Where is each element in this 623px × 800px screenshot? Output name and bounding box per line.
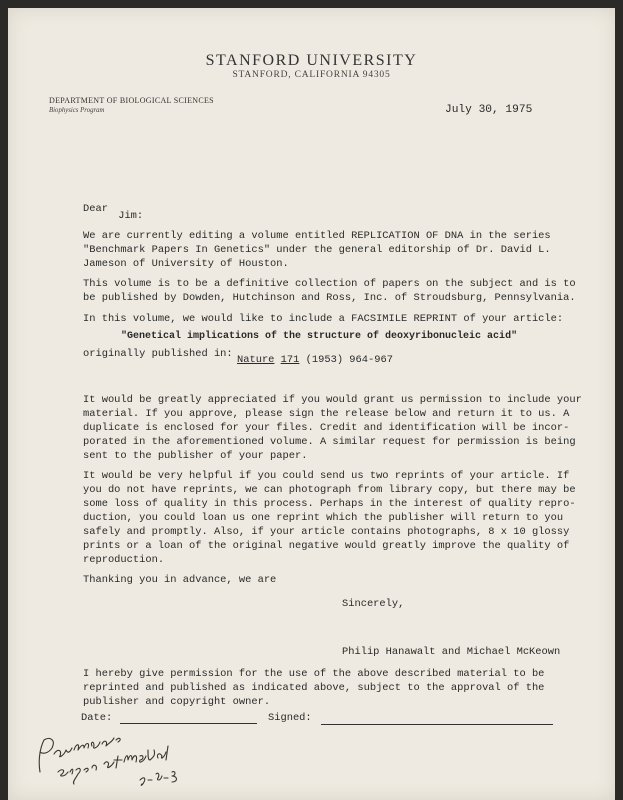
para4-line-3: duplicate is enclosed for your files. Credit and identification will be incor- — [83, 422, 570, 434]
para5-line-7: reproduction. — [83, 554, 165, 566]
salutation — [83, 203, 144, 222]
letter-page — [8, 8, 615, 800]
signers: Philip Hanawalt and Michael McKeown — [342, 646, 561, 658]
permission-line-2: reprinted and published as indicated above, subject to the approval of the — [83, 682, 545, 694]
para1-line-1: We are currently editing a volume entitled REPLICATION OF DNA in the series — [83, 230, 551, 242]
citation — [237, 354, 393, 366]
university-name: STANFORD UNIVERSITY — [205, 52, 418, 69]
thanks-line: Thanking you in advance, we are — [83, 574, 277, 586]
salutation-prefix: Dear — [83, 203, 108, 215]
para5-line-5: safely and promptly. Also, if your article contains photographs, 8 x 10 glossy — [83, 526, 570, 538]
permission-line-3: publisher and copyright owner. — [83, 696, 271, 708]
signed-signature-line — [321, 724, 553, 725]
signed-label: Signed: — [268, 712, 312, 724]
para5-line-3: some loss of quality in this process. Perhaps in the interest of quality repro- — [83, 498, 576, 510]
department-name: DEPARTMENT OF BIOLOGICAL SCIENCES — [49, 96, 214, 105]
para2-line-2: be published by Dowden, Hutchinson and Ross, Inc. of Stroudsburg, Pennsylvania. — [83, 292, 576, 304]
permission-line-1: I hereby give permission for the use of the above described material to be — [83, 668, 545, 680]
para5-line-6: prints or a loan of the original negative would greatly improve the quality of — [83, 540, 570, 552]
para4-line-4: porated in the aforementioned volume. A similar request for permission is being — [83, 436, 576, 448]
para4-line-1: It would be greatly appreciated if you would grant us permission to include your — [83, 394, 582, 406]
para1-line-2: "Benchmark Papers In Genetics" under the general editorship of Dr. David L. — [83, 244, 551, 256]
para4-line-5: sent to the publisher of your paper. — [83, 450, 308, 462]
letter-date: July 30, 1975 — [445, 104, 533, 116]
citation-rest: (1953) 964-967 — [305, 354, 393, 366]
para5-line-4: duction, you could loan us one reprint which the publisher will return to you — [83, 512, 564, 524]
date-label: Date: — [81, 712, 113, 724]
para1-line-3: Jameson of University of Houston. — [83, 258, 289, 270]
handwritten-note — [28, 720, 218, 800]
citation-journal: Nature — [237, 354, 275, 366]
citation-volume: 171 — [280, 354, 300, 366]
para3-line: In this volume, we would like to include a FACSIMILE REPRINT of your article: — [83, 313, 564, 325]
closing: Sincerely, — [342, 598, 405, 610]
para5-line-2: you do not have reprints, we can photograph from library copy, but there may be — [83, 484, 576, 496]
para4-line-2: material. If you approve, please sign the release below and return it to us. A — [83, 408, 570, 420]
published-in-label: originally published in: — [83, 348, 233, 360]
salutation-name: Jim: — [118, 210, 144, 222]
para2-line-1: This volume is to be a definitive collection of papers on the subject and is to — [83, 278, 576, 290]
article-title: "Genetical implications of the structure of deoxyribonucleic acid" — [121, 331, 518, 342]
university-location: STANFORD, CALIFORNIA 94305 — [232, 70, 391, 80]
para5-line-1: It would be very helpful if you could send us two reprints of your article. If — [83, 470, 570, 482]
program-name: Biophysics Program — [49, 107, 105, 114]
